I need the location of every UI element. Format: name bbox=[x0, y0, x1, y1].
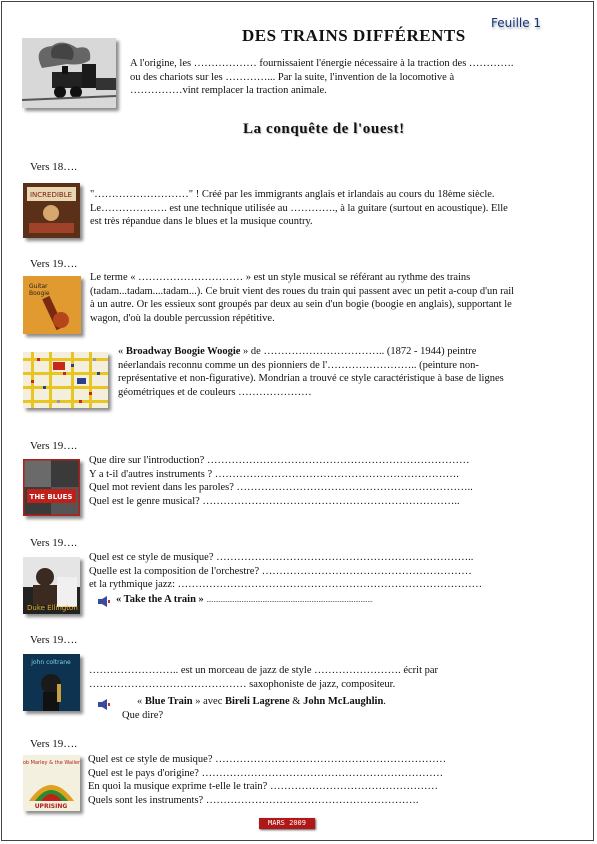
intro-text bbox=[130, 57, 514, 98]
sec1-line-2: Le………………. est une technique utilisée au …………., à la guitare (surtout en acoustique). Elle bbox=[90, 202, 508, 214]
svg-text:Bob Marley & the Wailers: Bob Marley & the Wailers bbox=[23, 760, 80, 766]
sec3-question-3: Quel mot revient dans les paroles? ………………………………………………………….. bbox=[89, 482, 473, 493]
section-2-date: Vers 19…. bbox=[30, 258, 78, 270]
sec4-question-3: et la rythmique jazz: …………………………………………………………………………… bbox=[89, 579, 483, 590]
track-with: » avec bbox=[192, 696, 225, 707]
section-1-text bbox=[90, 188, 508, 229]
track-take-the-a-train bbox=[116, 593, 373, 608]
svg-text:Boogie: Boogie bbox=[29, 290, 50, 297]
quote-open: « bbox=[137, 696, 145, 707]
sec3-question-2: Y a t-il d'autres instruments ? ……………………………………………………………. bbox=[89, 468, 459, 480]
mondrian-text bbox=[118, 345, 504, 399]
sec4-question-2: Quelle est la composition de l'orchestre? …………………………………………………… bbox=[89, 565, 472, 577]
sec2-line-3: à un autre. Or les essieux sont groupés par deux au sein d'un bogie (boogie en anglais), supportant le bbox=[90, 299, 512, 310]
album-cover-boogie bbox=[23, 276, 81, 334]
sec2-line-1: Le terme « ………………………… » est un style musical se référant au rythme des trains bbox=[90, 272, 471, 283]
sec3-question-1: Que dire sur l'introduction? ………………………………………………………………… bbox=[89, 455, 470, 466]
sec5-question: Que dire? bbox=[122, 710, 164, 721]
sheet-label: Feuille 1 bbox=[491, 16, 542, 30]
track-blue-train bbox=[137, 695, 386, 709]
sec6-question-2: Quel est le pays d'origine? …………………………………………………………… bbox=[88, 767, 444, 779]
section-1-date: Vers 18…. bbox=[30, 161, 78, 173]
svg-text:UPRISING: UPRISING bbox=[34, 803, 68, 810]
sec1-line-3: est très répandue dans le blues et la musique country. bbox=[90, 216, 313, 227]
art-line-4: géométriques et de couleurs ………………… bbox=[118, 386, 312, 398]
sec1-line-1: "………………………" ! Créé par les immigrants anglais et irlandais au cours du 18ème siècle. bbox=[90, 189, 495, 200]
section-title: La conquête de l'ouest! bbox=[243, 121, 405, 137]
svg-text:INCREDIBLE: INCREDIBLE bbox=[29, 191, 73, 199]
section-4-date: Vers 19…. bbox=[30, 537, 78, 549]
section-3-date: Vers 19…. bbox=[30, 440, 78, 452]
art-line-2: néerlandais reconnu comme un des pionniers de l'…………………….. (peinture non- bbox=[118, 359, 479, 371]
section-4-questions bbox=[89, 551, 482, 592]
album-cover-country bbox=[23, 183, 80, 238]
album-cover-blues bbox=[23, 459, 80, 516]
art-title: Broadway Boogie Woogie bbox=[125, 346, 241, 357]
mondrian-painting bbox=[23, 352, 108, 408]
sec2-line-2: (tadam...tadam....tadam...). Ce bruit vient des roues du train qui passent avec un petit a-coup d'un rail bbox=[90, 285, 515, 297]
track-dots: ............................................................................................... bbox=[206, 596, 373, 604]
art-line-3: représentative et non-figurative). Mondrian a trouvé ce style caractéristique à base de lignes bbox=[118, 373, 504, 384]
sec4-question-1: Quel est ce style de musique? ……………………………………………………………….. bbox=[89, 552, 474, 563]
footer-logo: MARS 2009 bbox=[259, 818, 315, 829]
album-cover-coltrane bbox=[23, 654, 80, 711]
locomotive-photo bbox=[22, 38, 116, 108]
section-2-text bbox=[90, 271, 514, 325]
svg-text:THE BLUES: THE BLUES bbox=[29, 493, 73, 501]
sec6-question-1: Quel est ce style de musique? ………………………………………………………… bbox=[88, 754, 447, 765]
album-cover-ellington bbox=[23, 557, 80, 614]
track-end: . bbox=[383, 696, 386, 707]
sec6-question-4: Quels sont les instruments? ……………………………………………………. bbox=[88, 794, 419, 806]
section-5-text bbox=[89, 664, 438, 691]
album-cover-reggae bbox=[23, 755, 80, 811]
artist-name: John McLaughlin bbox=[303, 696, 384, 707]
speaker-icon[interactable] bbox=[97, 697, 111, 708]
section-6-questions bbox=[88, 753, 446, 807]
sec5-line-2: ……………………………………… saxophoniste de jazz, compositeur. bbox=[89, 678, 396, 690]
section-5-date: Vers 19…. bbox=[30, 634, 78, 646]
track-title: « Take the A train » bbox=[116, 594, 204, 605]
svg-text:Guitar: Guitar bbox=[29, 283, 48, 290]
section-3-questions bbox=[89, 454, 473, 508]
artist-name: Bireli Lagrene bbox=[224, 696, 290, 707]
intro-line-1: A l'origine, les ……………… fournissaient l'énergie nécessaire à la traction des …………. bbox=[130, 58, 514, 69]
sec6-question-3: En quoi la musique exprime t-elle le train? ………………………………………… bbox=[88, 781, 438, 792]
intro-line-2: ou des chariots sur les …………... Par la suite, l'invention de la locomotive à bbox=[130, 71, 455, 83]
ampersand: & bbox=[289, 696, 304, 707]
intro-line-3: ……………vint remplacer la traction animale. bbox=[130, 85, 327, 96]
svg-text:john coltrane: john coltrane bbox=[31, 659, 71, 666]
track-title: Blue Train bbox=[144, 696, 193, 707]
page-title: DES TRAINS DIFFÉRENTS bbox=[242, 26, 466, 45]
speaker-icon[interactable] bbox=[97, 594, 111, 605]
svg-text:Duke Ellington: Duke Ellington bbox=[27, 604, 78, 612]
sec5-line-1: …………………….. est un morceau de jazz de style ……………………. écrit par bbox=[89, 665, 439, 676]
art-line-1: » de …………………………….. (1872 - 1944) peintre bbox=[240, 346, 477, 357]
art-quote-open: « bbox=[118, 346, 126, 357]
sec2-line-4: wagon, d'où la double percussion répétitive. bbox=[90, 312, 275, 324]
section-6-date: Vers 19…. bbox=[30, 738, 78, 750]
sec3-question-4: Quel est le genre musical? ……………………………………………………………….. bbox=[89, 495, 460, 507]
